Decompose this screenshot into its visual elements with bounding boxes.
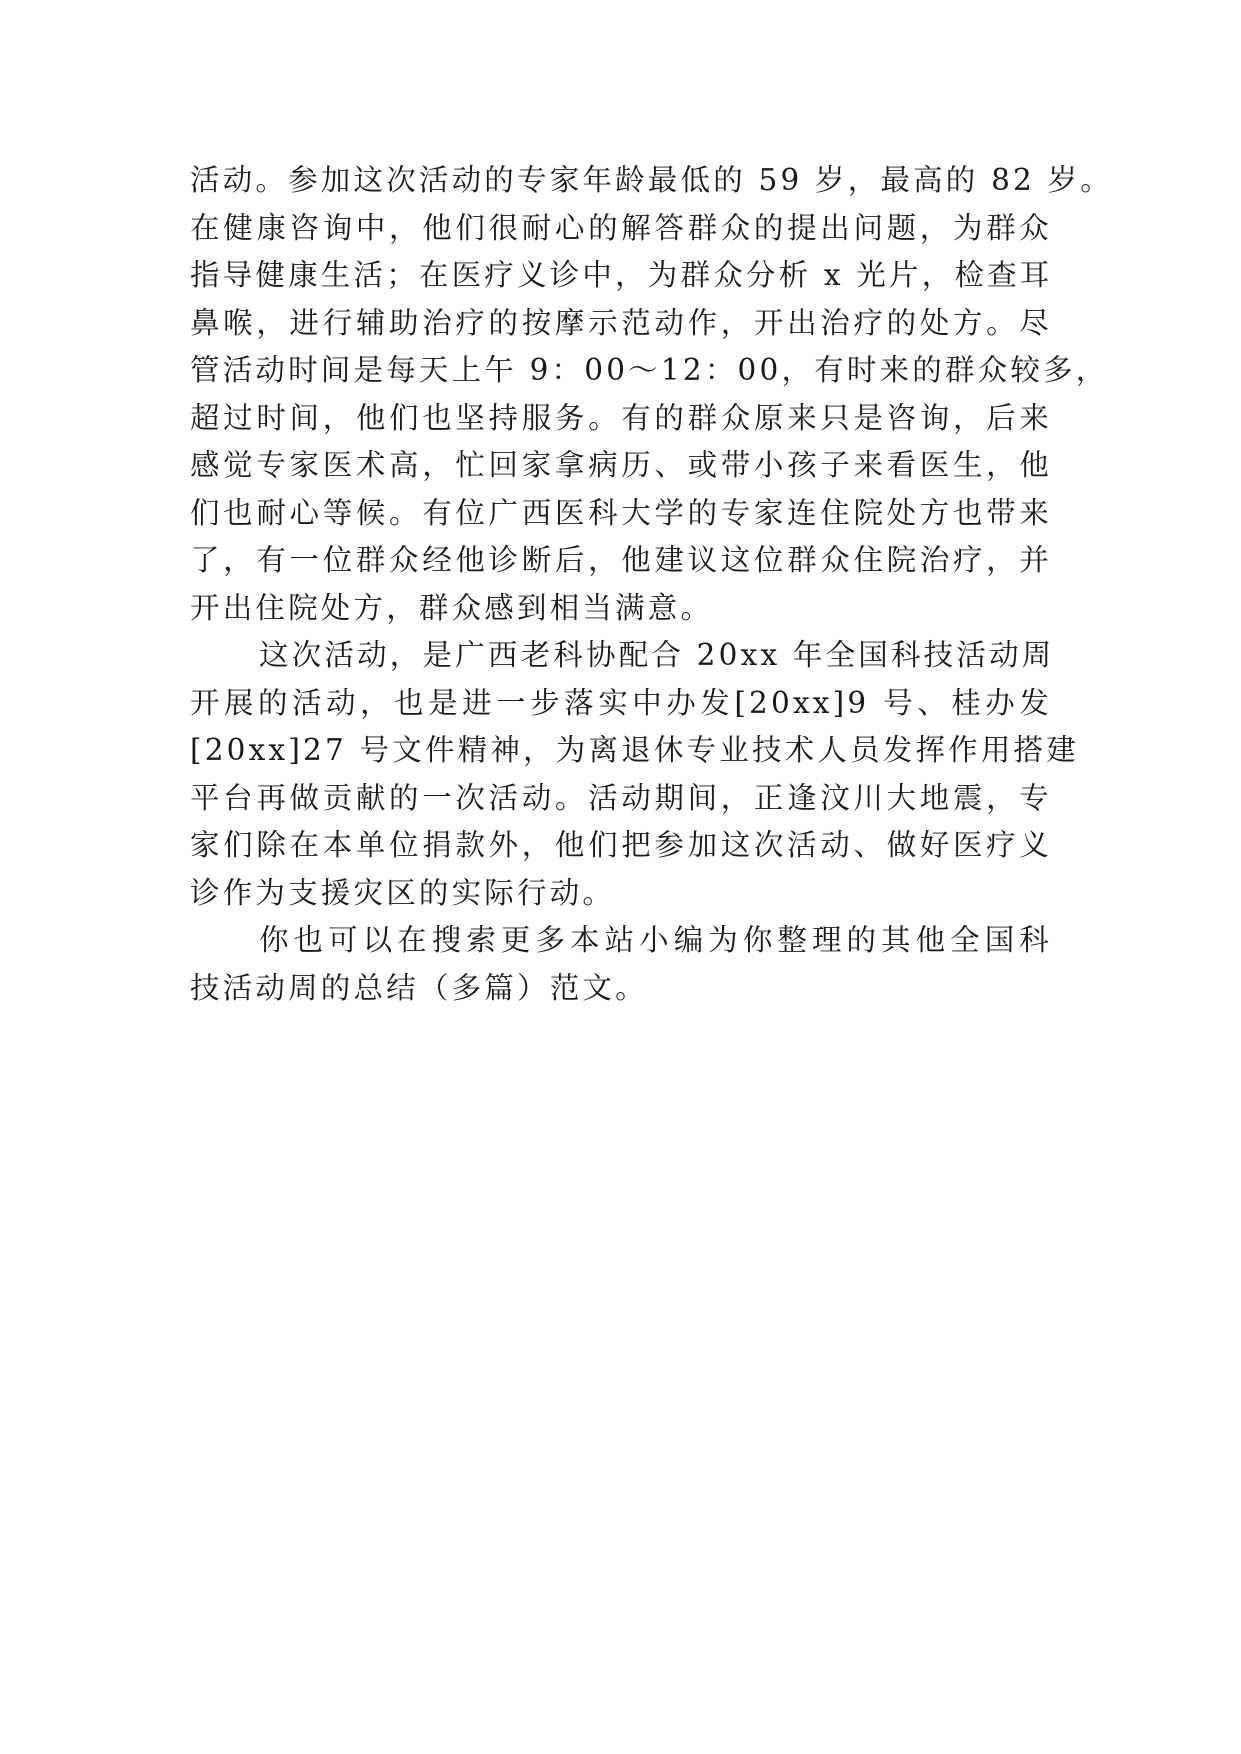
paragraph-line: 指导健康生活；在医疗义诊中，为群众分析 x 光片，检查耳 — [190, 258, 1053, 292]
paragraph-1 — [190, 157, 1113, 632]
paragraph-line: 家们除在本单位捐款外，他们把参加这次活动、做好医疗义 — [190, 828, 1052, 862]
paragraph-line: 开展的活动，也是进一步落实中办发[20xx]9 号、桂办发 — [190, 685, 1052, 720]
paragraph-line: 在健康咨询中，他们很耐心的解答群众的提出问题，为群众 — [190, 210, 1052, 245]
paragraph-line: 这次活动，是广西老科协配合 20xx 年全国科技活动周 — [259, 638, 1055, 672]
paragraph-line: 开出住院处方，群众感到相当满意。 — [190, 590, 714, 625]
document-body — [190, 157, 1113, 1012]
paragraph-line: 管活动时间是每天上午 9：00～12：00，有时来的群众较多， — [190, 353, 1109, 387]
paragraph-line: 们也耐心等候。有位广西医科大学的专家连住院处方也带来 — [190, 495, 1052, 530]
paragraph-2 — [190, 632, 1079, 917]
paragraph-line: 了，有一位群众经他诊断后，他建议这位群众住院治疗，并 — [190, 543, 1052, 577]
paragraph-3 — [190, 917, 1052, 1012]
paragraph-line: 你也可以在搜索更多本站小编为你整理的其他全国科 — [259, 923, 1052, 957]
paragraph-line: 平台再做贡献的一次活动。活动期间，正逢汶川大地震，专 — [190, 780, 1052, 815]
paragraph-line: 超过时间，他们也坚持服务。有的群众原来只是咨询，后来 — [190, 400, 1052, 435]
paragraph-line: 诊作为支援灾区的实际行动。 — [190, 875, 616, 910]
paragraph-line: 活动。参加这次活动的专家年龄最低的 59 岁，最高的 82 岁。 — [190, 163, 1113, 197]
paragraph-line: [20xx]27 号文件精神，为离退休专业技术人员发挥作用搭建 — [190, 733, 1079, 767]
paragraph-line: 鼻喉，进行辅助治疗的按摩示范动作，开出治疗的处方。尽 — [190, 305, 1052, 340]
paragraph-line: 技活动周的总结（多篇）范文。 — [190, 970, 648, 1005]
paragraph-line: 感觉专家医术高，忙回家拿病历、或带小孩子来看医生，他 — [190, 448, 1052, 482]
